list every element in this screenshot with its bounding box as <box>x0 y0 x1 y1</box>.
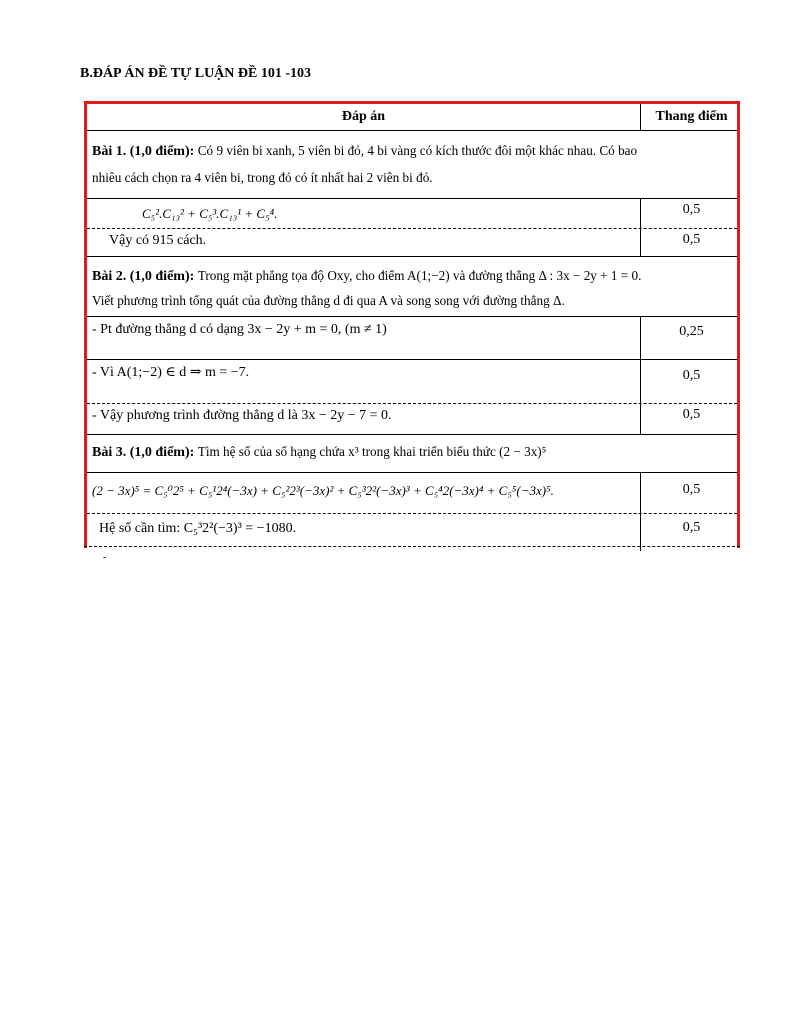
page-heading: B.ĐÁP ÁN ĐỀ TỰ LUẬN ĐỀ 101 -103 <box>80 66 312 81</box>
bai2-step2: - Vì A(1;−2) ∈ d ⇒ m = −7. <box>92 365 250 380</box>
bai3-line1: Tìm hệ số của số hạng chứa x³ trong khai triển biểu thức (2 − 3x)⁵ <box>197 444 547 459</box>
bai3-prompt <box>92 443 737 462</box>
column-divider <box>640 472 641 551</box>
bai1-line1: Có 9 viên bi xanh, 5 viên bi đỏ, 4 bi vàng có kích thước đôi một khác nhau. Có bao <box>197 143 638 158</box>
footer-mark: - <box>103 552 107 563</box>
header-score: Thang điểm <box>655 109 728 124</box>
table-bottom-border <box>84 546 740 547</box>
bai2-line2: Viết phương trình tổng quát của đường thẳng d đi qua A và song song với đường thẳng Δ. <box>92 293 565 308</box>
bai1-step2-score: 0,5 <box>682 232 701 247</box>
bai3-step1-score: 0,5 <box>682 482 701 497</box>
bai2-prompt <box>92 264 737 314</box>
bai2-step2-score: 0,5 <box>682 368 701 383</box>
bai3-step2-score: 0,5 <box>682 520 701 535</box>
answer-table <box>84 101 740 548</box>
bai1-line2: nhiêu cách chọn ra 4 viên bi, trong đó có ít nhất hai 2 viên bi đỏ. <box>92 170 433 185</box>
bai1-prompt <box>92 138 737 192</box>
bai2-step3: - Vậy phương trình đường thẳng d là 3x − 2y − 7 = 0. <box>92 408 392 423</box>
bai1-step1-score: 0,5 <box>682 202 701 217</box>
bai2-step1-score: 0,25 <box>679 324 704 339</box>
header-answer: Đáp án <box>341 109 386 124</box>
bai1-title: Bài 1. (1,0 điểm): <box>92 144 195 159</box>
column-divider <box>640 198 641 256</box>
bai3-step2: Hệ số cần tìm: C₅³2²(−3)³ = −1080. <box>99 521 297 536</box>
bai3-step1: (2 − 3x)⁵ = C₅⁰2⁵ + C₅¹2⁴(−3x) + C₅²2³(−3x)² + C₅³2²(−3x)³ + C₅⁴2(−3x)⁴ + C₅⁵(−3x)⁵. <box>92 483 554 498</box>
bai2-line1: Trong mặt phẳng tọa độ Oxy, cho điểm A(1;−2) và đường thẳng Δ : 3x − 2y + 1 = 0. <box>197 268 642 283</box>
bai1-step1: C₅².C₁₃² + C₅³.C₁₃¹ + C₅⁴. <box>142 206 278 221</box>
column-divider <box>640 316 641 434</box>
bai3-title: Bài 3. (1,0 điểm): <box>92 445 195 460</box>
bai1-step2: Vậy có 915 cách. <box>109 233 207 248</box>
column-divider <box>640 104 641 130</box>
bai2-title: Bài 2. (1,0 điểm): <box>92 269 195 284</box>
bai2-step3-score: 0,5 <box>682 407 701 422</box>
bai2-step1: - Pt đường thẳng d có dạng 3x − 2y + m = 0, (m ≠ 1) <box>92 322 387 337</box>
